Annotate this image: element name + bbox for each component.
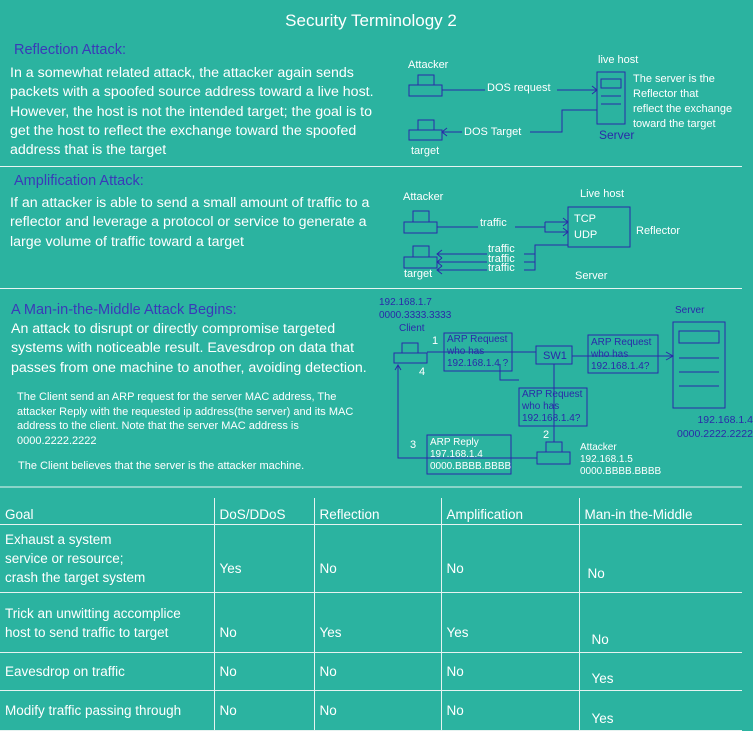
reflection-dos-request-label: DOS request [487,82,551,94]
reflection-target-label: target [411,145,440,157]
table-header-cell: Goal [0,498,214,525]
table-cell: No [214,653,314,691]
client-address: 192.168.1.7 0000.3333.3333 [379,297,452,321]
switch-label: SW1 [543,350,567,362]
table-row [0,525,742,593]
arp-reply: ARP Reply 197.168.1.4 0000.BBBB.BBBB [430,437,512,472]
table-cell: Yes [314,593,441,653]
goal-cell: Modify traffic passing through [0,691,214,731]
switch-sw1 [536,346,572,364]
reflection-server-icon [597,72,625,124]
amplification-target-computer-icon [404,246,437,268]
page-title: Security Terminology 2 [285,11,457,30]
amplification-server-label: Server [575,270,608,282]
table-header-cell: DoS/DDoS [214,498,314,525]
arp-request-2: ARP Request who has 192.168.1.4? [591,337,652,372]
reflection-livehost-label: live host [598,54,639,66]
table-cell: Yes [579,653,742,691]
step-4: 4 [419,366,426,378]
arp-request-1: ARP Request who has 192.168.1.4 ? [447,334,509,369]
server-address: 192.168.1.4 0000.2222.2222 [677,414,753,440]
comparison-table [0,498,742,731]
reflection-attacker-label: Attacker [408,59,449,71]
table-cell: No [441,525,579,593]
reflection-attacker-computer-icon [409,75,442,96]
amplification-attacker-computer-icon [404,211,437,233]
amplification-body: If an attacker is able to send a small amount of traffic to a reflector and leverage a protocol or service to generate a large volume of traffic toward a target [10,195,370,250]
step-3: 3 [410,439,417,451]
mitm-body: An attack to disrupt or directly compromise targeted systems with noticeable result. Eavesdrop on data that passes from one machine to another, avoiding detection. [11,321,367,376]
goal-cell: Eavesdrop on traffic [0,653,214,691]
reflection-dos-target-label: DOS Target [464,126,522,138]
attacker-address: Attacker 192.168.1.5 0000.BBBB.BBBB [580,442,662,477]
table-cell: No [314,525,441,593]
reflection-body: In a somewhat related attack, the attacker again sends packets with a spoofed source address toward a live host. However, the host is not the intended target; the goal is to get the host to reflect the exchange toward the spoofed address that is the target [10,65,374,159]
table-row [0,691,742,731]
table-cell: No [441,691,579,731]
amplification-udp-label: UDP [574,229,598,241]
table-header-row [0,498,742,525]
table-cell: No [579,593,742,653]
mitm-server-icon [673,322,725,408]
mitm-attacker-computer-icon [537,442,570,464]
mitm-server-label: Server [675,305,705,316]
table-cell: No [214,691,314,731]
table-cell: No [314,653,441,691]
mitm-client-computer-icon [394,343,427,363]
table-cell: No [441,653,579,691]
table-cell: No [214,593,314,653]
amplification-traffic-label: traffic [480,217,507,229]
table-cell: No [579,525,742,593]
amplification-target-label: target [404,268,433,280]
amplification-traffic-out: traffic traffic traffic [488,243,515,274]
reflector-box [568,207,630,247]
reflection-target-computer-icon [409,120,442,140]
mitm-conclusion: The Client believes that the server is the attacker machine. [18,460,305,472]
goal-cell: Exhaust a system service or resource; crash the target system [0,525,214,593]
table-row [0,593,742,653]
client-label: Client [399,323,425,334]
amplification-reflector-label: Reflector [636,225,681,237]
table-cell: Yes [579,691,742,731]
amplification-livehost-label: Live host [580,188,625,200]
mitm-explanation: The Client send an ARP request for the server MAC address, The attacker Reply with the requested ip address(the server) and its MAC address to the client. Note that the server MAC address is 0000.2222.2222 [17,391,354,447]
reflection-return-link [530,110,597,132]
amplification-heading: Amplification Attack: [14,173,144,189]
reflection-heading: Reflection Attack: [14,42,127,58]
table-cell: No [314,691,441,731]
mitm-heading: A Man-in-the-Middle Attack Begins: [11,302,237,318]
step-1: 1 [432,335,439,347]
table-cell: Yes [214,525,314,593]
reflection-server-label: Server [599,128,635,142]
arp-request-3: ARP Request who has 192.168.1.4? [522,389,583,424]
amplification-tcp-label: TCP [574,213,596,225]
amplification-attacker-label: Attacker [403,191,444,203]
table-row [0,653,742,691]
table-header-cell: Amplification [441,498,579,525]
table-header-cell: Man-in the-Middle [579,498,742,525]
table-header-cell: Reflection [314,498,441,525]
reflection-note: The server is the Reflector that reflect the exchange toward the target [633,73,733,130]
step-2: 2 [543,429,550,441]
table-cell: Yes [441,593,579,653]
goal-cell: Trick an unwitting accomplice host to send traffic to target [0,593,214,653]
